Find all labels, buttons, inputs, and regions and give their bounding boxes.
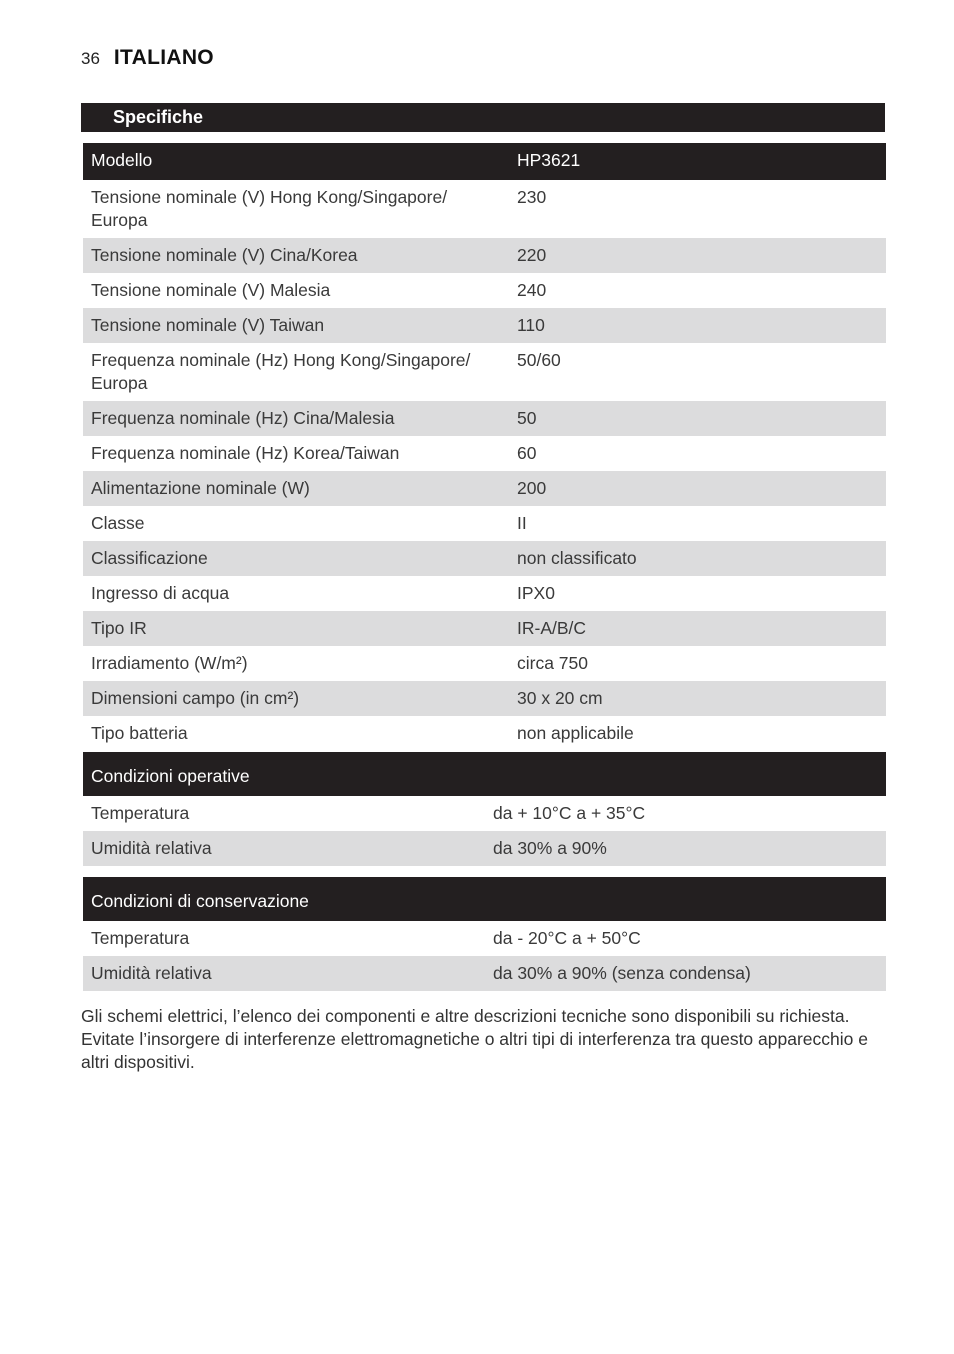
- condition-label: Umidità relativa: [83, 956, 485, 991]
- table-row: [83, 921, 886, 956]
- spec-value: II: [509, 506, 886, 541]
- footnote: [81, 1005, 891, 1074]
- specs-title: Specifiche: [113, 107, 204, 127]
- table-row: [83, 646, 886, 681]
- page-header: [81, 46, 214, 76]
- table-row: [83, 681, 886, 716]
- table-row: [83, 343, 886, 401]
- spec-label: Tipo batteria: [83, 716, 509, 751]
- spec-value: non classificato: [509, 541, 886, 576]
- spec-value: circa 750: [509, 646, 886, 681]
- condition-label: Temperatura: [83, 796, 485, 831]
- spec-value: non applicabile: [509, 716, 886, 751]
- spec-value: 60: [509, 436, 886, 471]
- spec-value: 200: [509, 471, 886, 506]
- spec-value: IR-A/B/C: [509, 611, 886, 646]
- spec-value: 240: [509, 273, 886, 308]
- language-title: ITALIANO: [113, 46, 214, 69]
- spec-label: Tensione nominale (V) Malesia: [83, 273, 509, 308]
- spec-label: Tipo IR: [83, 611, 509, 646]
- spec-label: Tensione nominale (V) Taiwan: [83, 308, 509, 343]
- spec-value: IPX0: [509, 576, 886, 611]
- table-row: [83, 436, 886, 471]
- spec-label: Frequenza nominale (Hz) Hong Kong/Singapore/ Europa: [83, 343, 509, 401]
- spec-label: Alimentazione nominale (W): [83, 471, 509, 506]
- specs-header-row: [83, 143, 886, 180]
- spec-label: Tensione nominale (V) Cina/Korea: [83, 238, 509, 273]
- page-number: 36: [81, 49, 100, 68]
- condition-value: da 30% a 90% (senza condensa): [485, 956, 886, 991]
- table-row: [83, 796, 886, 831]
- spec-value: 30 x 20 cm: [509, 681, 886, 716]
- specs-section-bar: [81, 103, 885, 132]
- spec-label: Irradiamento (W/m²): [83, 646, 509, 681]
- condition-value: da + 10°C a + 35°C: [485, 796, 886, 831]
- table-row: [83, 716, 886, 751]
- specs-header-label: Modello: [83, 143, 509, 180]
- storage-header-row: [83, 877, 886, 921]
- spec-value: 230: [509, 180, 886, 238]
- spec-label: Classe: [83, 506, 509, 541]
- spec-label: Tensione nominale (V) Hong Kong/Singapore/ Europa: [83, 180, 509, 238]
- spec-label: Classificazione: [83, 541, 509, 576]
- operating-conditions-table: [83, 752, 886, 866]
- table-row: [83, 576, 886, 611]
- storage-title: Condizioni di conservazione: [83, 877, 886, 921]
- footnote-line-1: Gli schemi elettrici, l’elenco dei componenti e altre descrizioni tecniche sono disponibili su richiesta.: [81, 1006, 850, 1026]
- spec-value: 110: [509, 308, 886, 343]
- table-row: [83, 308, 886, 343]
- condition-label: Umidità relativa: [83, 831, 485, 866]
- table-row: [83, 401, 886, 436]
- condition-label: Temperatura: [83, 921, 485, 956]
- table-row: [83, 956, 886, 991]
- specs-header-value: HP3621: [509, 143, 886, 180]
- table-row: [83, 831, 886, 866]
- spec-value: 50/60: [509, 343, 886, 401]
- spec-value: 220: [509, 238, 886, 273]
- table-row: [83, 541, 886, 576]
- operating-title: Condizioni operative: [83, 752, 886, 796]
- footnote-line-2: Evitate l’insorgere di interferenze elettromagnetiche o altri tipi di interferenza tra questo apparecchio e altri dispositivi.: [81, 1029, 868, 1072]
- table-row: [83, 180, 886, 238]
- condition-value: da - 20°C a + 50°C: [485, 921, 886, 956]
- spec-label: Frequenza nominale (Hz) Cina/Malesia: [83, 401, 509, 436]
- table-row: [83, 506, 886, 541]
- condition-value: da 30% a 90%: [485, 831, 886, 866]
- table-row: [83, 238, 886, 273]
- table-row: [83, 611, 886, 646]
- storage-conditions-table: [83, 877, 886, 991]
- operating-header-row: [83, 752, 886, 796]
- spec-label: Dimensioni campo (in cm²): [83, 681, 509, 716]
- specs-table: [83, 143, 886, 751]
- spec-label: Frequenza nominale (Hz) Korea/Taiwan: [83, 436, 509, 471]
- spec-label: Ingresso di acqua: [83, 576, 509, 611]
- table-row: [83, 273, 886, 308]
- spec-value: 50: [509, 401, 886, 436]
- table-row: [83, 471, 886, 506]
